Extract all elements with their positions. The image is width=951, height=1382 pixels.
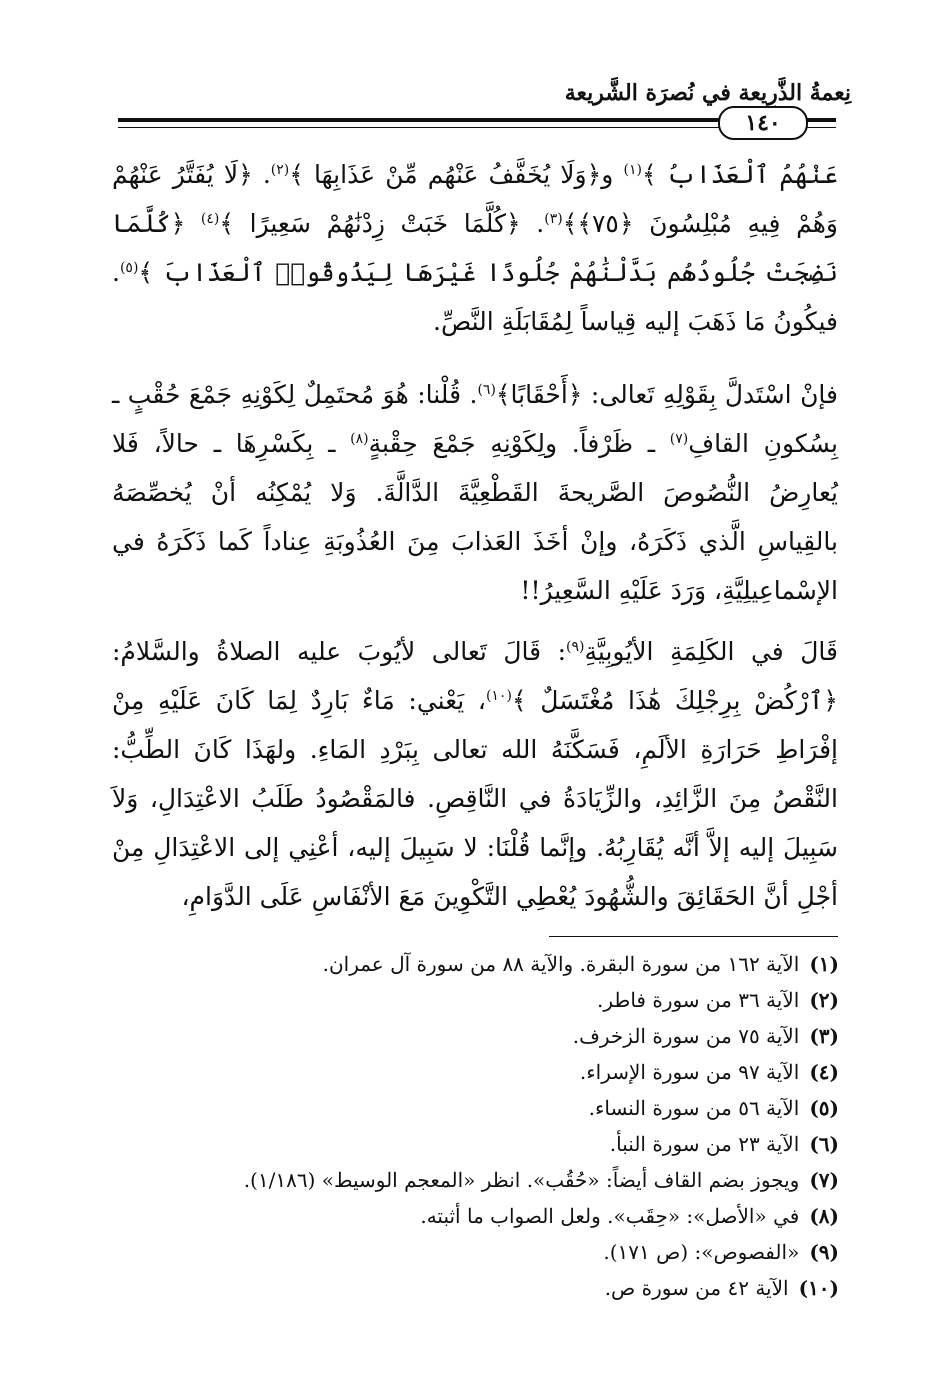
footnote-ref: (٩) [566, 639, 585, 655]
footnote [139, 1234, 839, 1270]
text-run: . ﴿كُلَّمَا خَبَتْ زِدْنَٰهُمْ سَعِيرًا ﴾ [219, 209, 545, 238]
footnote-ref: (٣) [544, 211, 563, 227]
footnote [139, 1054, 839, 1090]
text-run: . قُلْنا: هُوَ مُحتَمِلٌ لِكَوْنِهِ جَمْعَ حُقْبٍ ـ بِسُكونِ القافِ [112, 380, 838, 458]
paragraph-2 [112, 370, 838, 615]
paragraph-3 [112, 627, 838, 921]
paragraph-3-text [112, 627, 838, 921]
footnote-number: (٩) [809, 1240, 839, 1264]
text-run: ، يَعْني: مَاءٌ بَارِدٌ لِمَا كَانَ عَلَيْهِ مِنْ إفْرَاطِ حَرَارَةِ الألَمِ، فَسَكَّنَهُ الله تعالى بِبَرْدِ المَاءِ. ولهَذَا كَانَ الطِّبُّ: النَّقْصُ مِنَ الزَّائِدِ، والزِّيَادَةُ في النَّاقِصِ. فالمَقْصُودُ طَلَبُ الاعْتِدَالِ، وَلاَ سَبِيلَ إليه إلاَّ أنَّه يُقَارِبُهُ. وإنَّما قُلْنَا: لا سَبِيلَ إليه، أعْنِي إلى الاعْتِدَالِ مِنْ أجْلِ أنَّ الحَقَائِقَ والشُّهُودَ يُعْطِي التَّكْوِينَ مَعَ الأنْفَاسِ عَلَى الدَّوَامِ، [112, 686, 838, 911]
text-run: . ﴿لَا يُفَتَّرُ عَنْهُمْ وَهُمْ فِيهِ مُبْلِسُونَ ﴿٧٥﴾﴾ [112, 160, 838, 238]
text-run: و﴿وَلَا يُخَفَّفُ عَنْهُم مِّنْ عَذَابِهَا ﴾ [289, 160, 624, 189]
footnote-text: «الفصوص»: (ص ١٧١). [603, 1240, 800, 1264]
footnote-ref: (٢) [270, 162, 290, 178]
text-run: ـ ظَرْفاً. ولِكَوْنِهِ جَمْعَ حِقْبةٍ [368, 429, 670, 458]
footnote-text: في «الأصل»: «حِقَب». ولعل الصواب ما أثبته. [420, 1204, 800, 1228]
footnote-number: (٦) [809, 1132, 839, 1156]
footnote-number: (٧) [809, 1168, 839, 1192]
footnote-number: (٣) [809, 1024, 839, 1048]
footnote [139, 1090, 839, 1126]
text-run: ـ بِكَسْرِهَا ـ حالاً، فَلا يُعارِضُ النُّصُوصَ الصَّريحةَ القَطْعِيَّةَ الدَّالَّةَ. وَلا يُمْكِنُه أنْ يُخصِّصَهُ بالقِياسِ الَّذي ذَكَرَهُ، وإنْ أخَذَ العَذابَ مِنَ العُذُوبَةِ عِناداً كَما ذَكَرَهُ في الإسْماعِيلِيَّةِ، وَرَدَ عَلَيْهِ السَّعِيرُ!! [112, 429, 838, 605]
text-run: فإنْ اسْتَدلَّ بِقَوْلِهِ تَعالى: ﴿أَحْقَابًا﴾ [495, 380, 838, 409]
footnote-number: (٨) [809, 1204, 839, 1228]
footnote-text: الآية ١٦٢ من سورة البقرة. والآية ٨٨ من سورة آل عمران. [322, 952, 800, 976]
footnote [139, 1162, 839, 1198]
footnote-ref: (١) [623, 162, 642, 178]
footnote [139, 1126, 839, 1162]
text-run: ﴿كُلَّمَا نَضِجَتْ جُلُودُهُم بَدَّلْنَٰهُمْ جُلُودًا غَيْرَهَا لِيَذُوقُوا۟ ٱلْعَذَابَ ﴾ [112, 209, 838, 287]
footnote [139, 1198, 839, 1234]
footnotes [139, 946, 839, 1306]
running-header-title: نِعمةُ الذَّرِيعة في نُصرَة الشَّريعة [564, 80, 851, 106]
footnote-number: (١) [809, 952, 839, 976]
footnote [139, 1018, 839, 1054]
footnote-ref: (٧) [669, 431, 689, 447]
footnote-text: الآية ٢٣ من سورة النبأ. [609, 1132, 800, 1156]
footnote [139, 1270, 839, 1306]
footnote-ref: (٤) [200, 211, 220, 227]
footnote-ref: (١٠) [485, 688, 512, 704]
footnote-ref: (٨) [350, 431, 369, 447]
footnote-ref: (٦) [477, 382, 496, 398]
footnote-number: (٤) [809, 1060, 839, 1084]
paragraph-1-text [112, 150, 838, 346]
footnote-text: الآية ٧٥ من سورة الزخرف. [572, 1024, 800, 1048]
footnote-text: الآية ٩٧ من سورة الإسراء. [579, 1060, 800, 1084]
footnote-number: (٢) [809, 988, 839, 1012]
footnote-text: ويجوز بضم القاف أيضاً: «حُقُب». انظر «المعجم الوسيط» (١/١٨٦). [243, 1168, 800, 1192]
text-run: قَالَ في الكَلِمَةِ الأيُوبِيَّةِ [584, 637, 838, 666]
footnote-text: الآية ٣٦ من سورة فاطر. [597, 988, 800, 1012]
footnote-separator [549, 936, 838, 937]
footnote-text: الآية ٥٦ من سورة النساء. [588, 1096, 800, 1120]
footnote [139, 982, 839, 1018]
text-run: : قَالَ تَعالى لأيُوبَ عليه الصلاةُ والسَّلامُ: ﴿ٱرْكُضْ بِرِجْلِكَ هَٰذَا مُغْتَسَلٌ ﴾ [112, 637, 838, 715]
page-number: ١٤٠ [718, 106, 808, 140]
footnote-text: الآية ٤٢ من سورة ص. [604, 1276, 789, 1300]
text-run: عَنْهُمُ ٱلْعَذَابُ ﴾ [641, 160, 838, 189]
footnote-ref: (٥) [119, 260, 139, 276]
paragraph-1 [112, 150, 838, 346]
footnote-number: (٥) [809, 1096, 839, 1120]
footnote [139, 946, 839, 982]
footnote-number: (١٠) [798, 1276, 839, 1300]
paragraph-2-text [112, 370, 838, 615]
text-run: . فيكُونُ مَا ذَهَبَ إليه قِياساً لِمُقَابَلَةِ النَّصِّ. [112, 258, 838, 336]
